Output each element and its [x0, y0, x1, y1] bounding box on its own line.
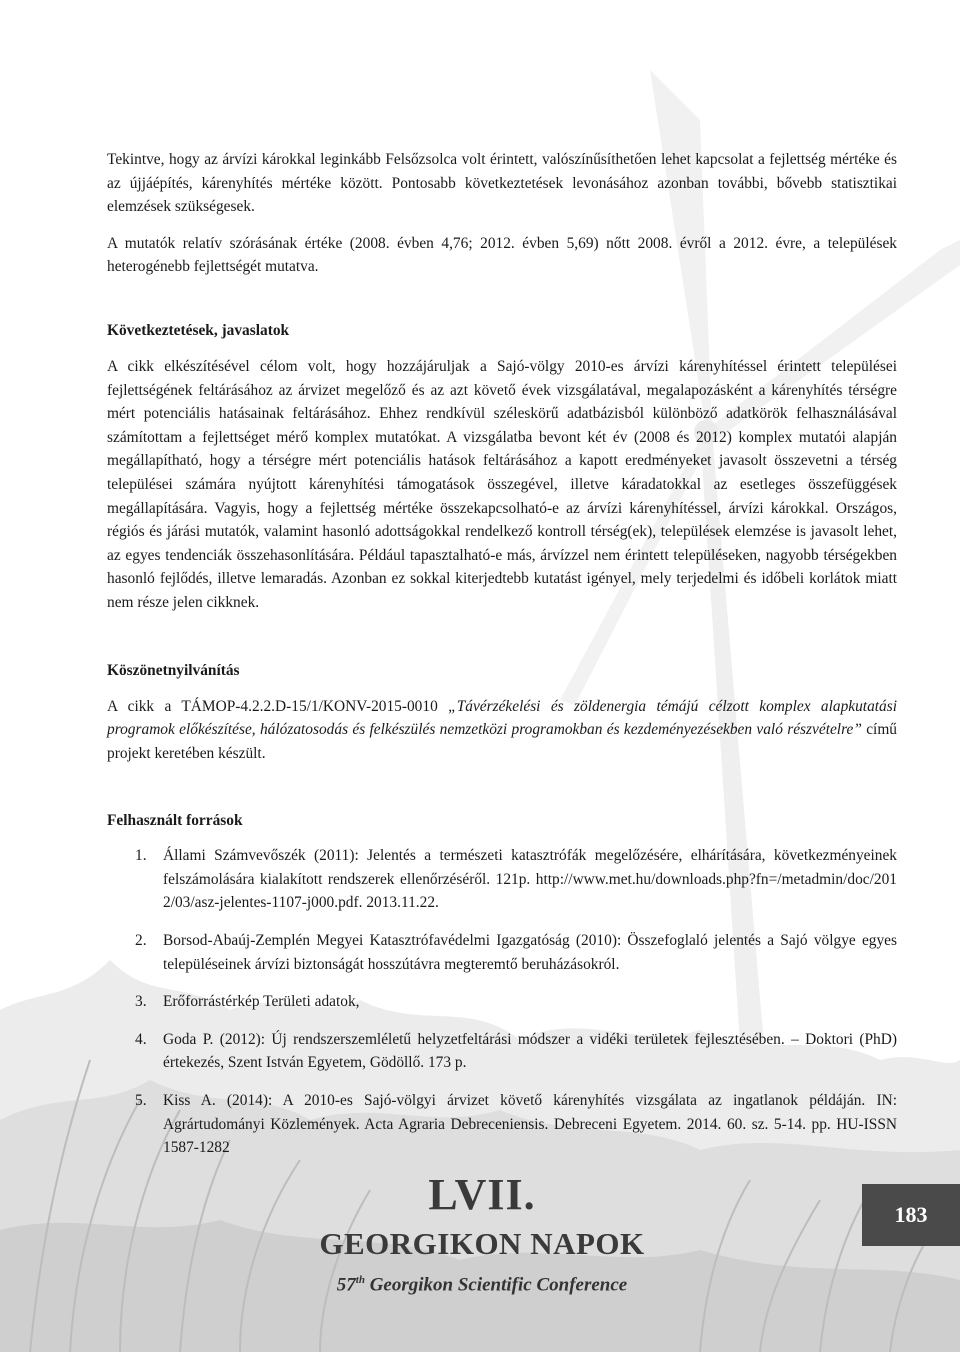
source-number: 4. [135, 1030, 147, 1048]
source-number: 3. [135, 993, 147, 1011]
conference-subtitle [282, 1274, 682, 1296]
source-number: 1. [135, 847, 147, 865]
conference-ordinal: th [355, 1274, 365, 1286]
sources-list [107, 844, 897, 1160]
body-paragraph-1: Tekintve, hogy az árvízi károkkal leginkább Felsőzsolca volt érintett, valószínűsíthetően lehet kapcsolat a fejlettség mértéke és az újjáépítés, kárenyhítés mértéke között. Pontosabb következtetések levonásához azonban további, bővebb statisztikai elemzések szükségesek. [107, 151, 897, 216]
conference-subtitle-text: Georgikon Scientific Conference [364, 1274, 628, 1296]
source-text: Erőforrástérkép Területi adatok, [163, 993, 360, 1011]
conference-title [282, 1170, 682, 1264]
source-item-1 [107, 844, 897, 915]
conference-number: 57 [336, 1274, 356, 1296]
source-text: Állami Számvevőszék (2011): Jelentés a természeti katasztrófák megelőzésére, elhárítására, következményeinek felszámolására kialakított rendszerek ellenőrzéséről. 121p. [163, 847, 897, 888]
source-url[interactable]: http://www.met.hu/downloads.php?fn=/metadmin/doc/2012/03/asz-jelentes-1107-j000.pdf. [163, 870, 897, 912]
acknowledgement-heading: Köszönetnyilvánítás [107, 661, 240, 679]
page-content [107, 148, 897, 1174]
conclusions-paragraph: A cikk elkészítésével célom volt, hogy hozzájáruljak a Sajó-völgy 2010-es árvízi kárenyhítéssel érintett települései fejlettségének feltárásához az árvizet megelőző és az azt követő évek vizsgálatával, megalapozásként a kárenyhítés térségre mért potenciális hatásainak feltárásához. Ehhez rendkívül széleskörű adatbázisból különböző adatkörök felhasználásával számítottam a fejlettséget mérő komplex mutatókat. A vizsgálatba bevont két év (2008 és 2012) komplex mutatói alapján megállapítható, hogy a térségre mért potenciális hatások feltárásához a kapott eredményeket javasolt összevetni a térség települései számára nyújtott kárenyhítési támogatások összegével, illetve káradatokkal az esetleges összefüggések megállapítására. Vagyis, hogy a fejlettség mértéke összekapcsolható-e az árvízi kárenyhítéssel, árvízi károkkal. Országos, régiós és járási mutatók, valamint hasonló adottságokkal rendelkező kontroll térség(ek), települések elemzése is javasolt lehet, az egyes tendenciák összehasonlítására. Például tapasztalható-e más, árvízzel nem érintett településeken, nagyobb térségekben hasonló fejlődés, illetve lemaradás. Azonban ez sokkal kiterjedtebb kutatást igényel, mely terjedelmi és időbeli korlátok miatt nem része jelen cikknek. [107, 357, 897, 611]
source-number: 2. [135, 932, 147, 950]
source-text: Borsod-Abaúj-Zemplén Megyei Katasztrófavédelmi Igazgatóság (2010): Összefoglaló jelentés a Sajó völgye egyes településeinek árvízi biztonságát hosszútávra megteremtő beruházásokról. [163, 932, 897, 973]
conclusions-heading: Következtetések, javaslatok [107, 321, 290, 339]
acknowledgement-suffix: című projekt keretében készült. [107, 721, 897, 762]
page-number: 183 [894, 1202, 928, 1227]
source-item-5 [107, 1089, 897, 1160]
acknowledgement-paragraph [107, 695, 897, 766]
source-text: Goda P. (2012): Új rendszerszemléletű helyzetfeltárási módszer a vidéki területek fejlesztésében. – Doktori (PhD) értekezés, Szent István Egyetem, Gödöllő. 173 p. [163, 1030, 897, 1072]
source-number: 5. [135, 1092, 147, 1110]
sources-heading: Felhasznált források [107, 812, 243, 830]
conference-edition: LVII. [428, 1170, 536, 1219]
source-text: Kiss A. (2014): A 2010-es Sajó-völgyi árvizet követő kárenyhítés vizsgálata az ingatlanok példáján. IN: Agrártudományi Közlemények. Acta Agraria Debreceniensis. Debreceni Egyetem. 2014. 60. sz. 5-14. pp. HU-ISSN 1587-1282 [163, 1092, 897, 1157]
source-item-4 [107, 1028, 897, 1075]
acknowledgement-prefix: A cikk a TÁMOP-4.2.2.D-15/1/KONV-2015-0010 [107, 697, 449, 715]
source-access-date: 2013.11.22. [366, 894, 439, 912]
conference-name: GEORGIKON NAPOK [319, 1226, 645, 1261]
source-item-2 [107, 929, 897, 976]
page-number-badge [862, 1184, 960, 1246]
source-item-3 [107, 990, 897, 1014]
acknowledgement-project-title: „Távérzékelési és zöldenergia témájú célzott komplex alapkutatási programok előkészítése, hálózatosodás és felkészülés nemzetközi programokban és kezdeményezésekben való részvételre” [107, 697, 897, 739]
body-paragraph-2: A mutatók relatív szórásának értéke (2008. évben 4,76; 2012. évben 5,69) nőtt 2008. évről a 2012. évre, a települések heterogénebb fejlettségét mutatva. [107, 234, 897, 276]
